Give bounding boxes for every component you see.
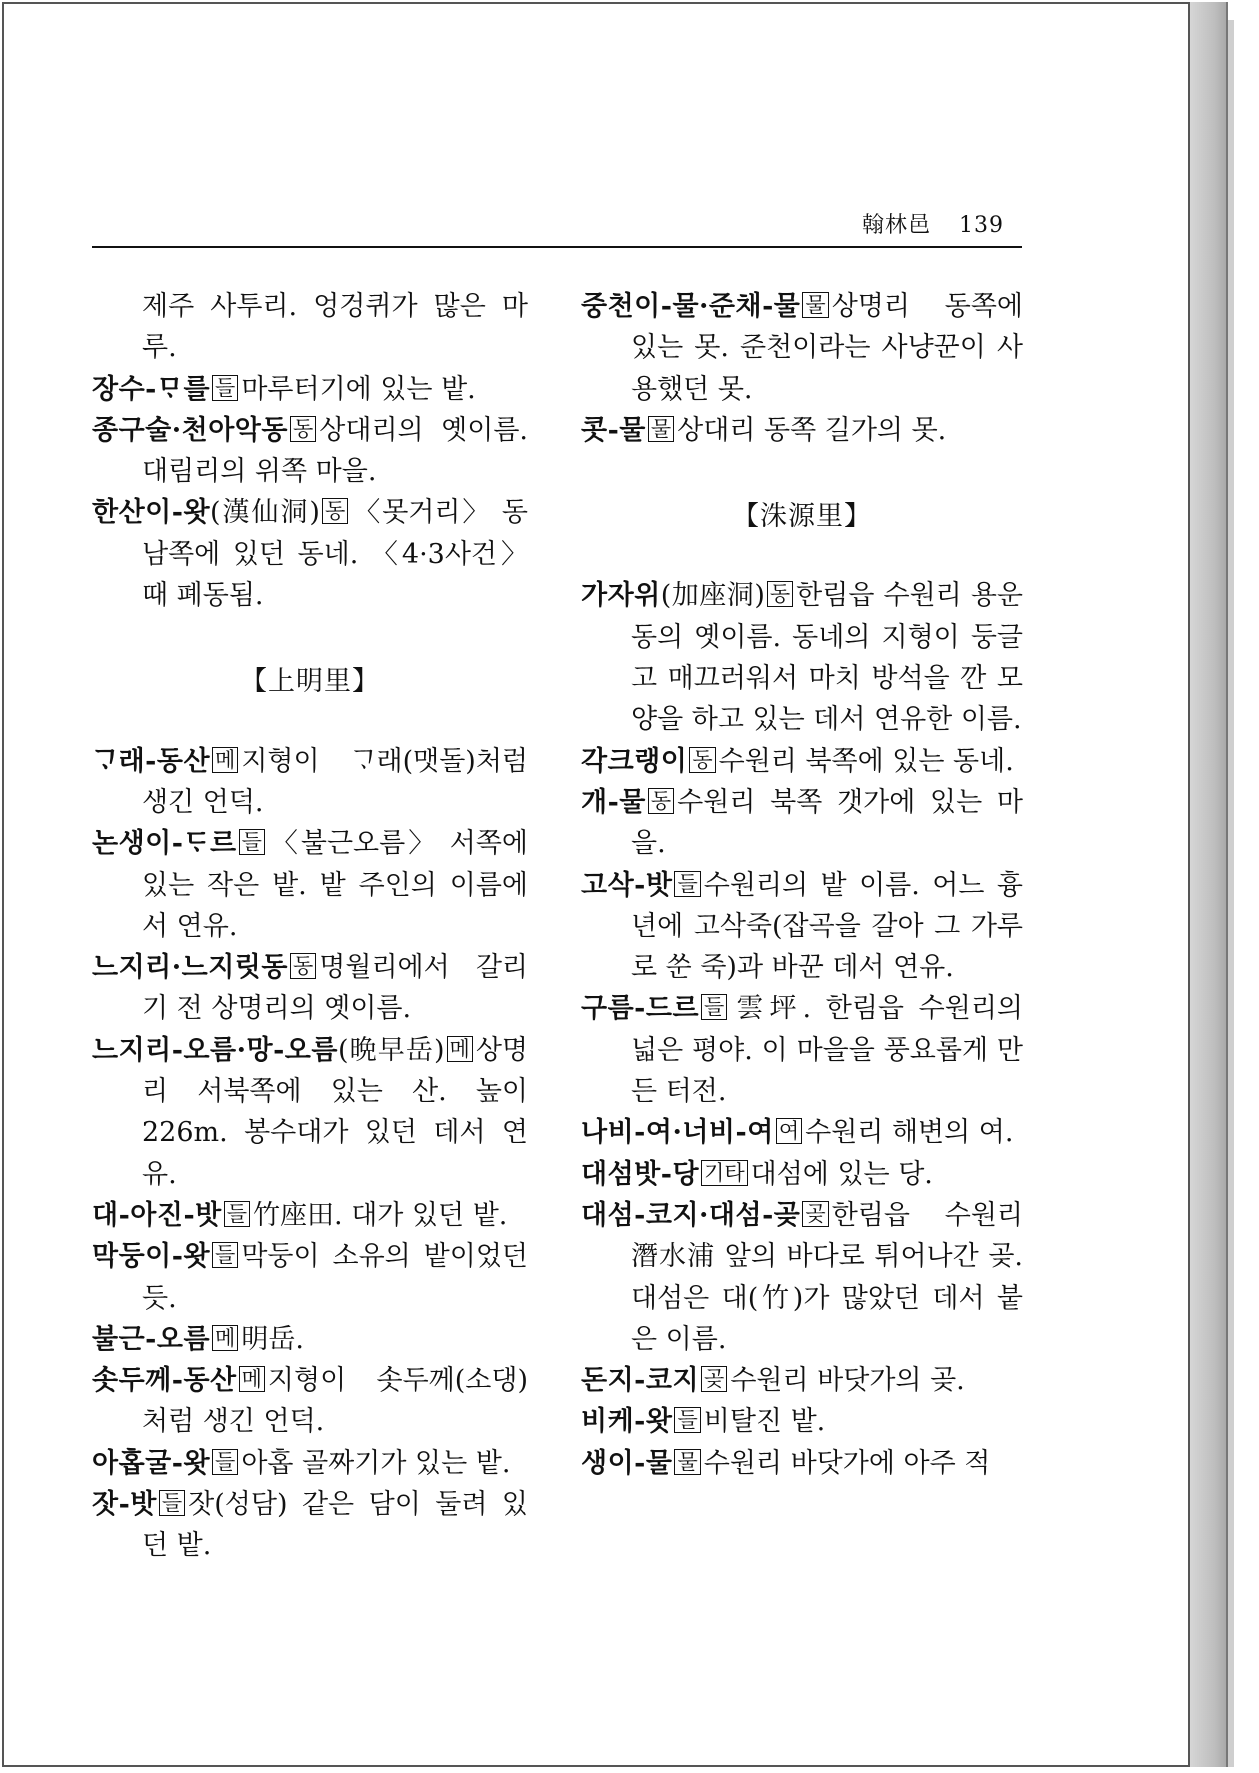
- entry-headword: 잣-밧: [92, 1489, 157, 1521]
- left-column: [92, 286, 528, 1567]
- dictionary-entry: [92, 369, 528, 410]
- entry-definition: 비탈진 밭.: [703, 1406, 826, 1438]
- dictionary-entry: [92, 823, 528, 947]
- category-tag: 들: [239, 829, 265, 855]
- entry-definition: 수원리 바닷가에 아주 적: [703, 1447, 991, 1479]
- chapter-title: 翰林邑: [862, 213, 932, 238]
- dictionary-entry: [581, 1360, 1023, 1401]
- entry-hanja: (晩早岳): [337, 1034, 445, 1066]
- dictionary-entry: [92, 1443, 528, 1484]
- category-tag: 동: [290, 416, 316, 442]
- dictionary-entry: [92, 1360, 528, 1443]
- entry-definition: 지형이 ᄀᆞ래(맷돌)처럼 생긴 언덕.: [142, 745, 528, 818]
- dictionary-entry: [581, 410, 1023, 451]
- entry-headword: 콧-물: [581, 414, 646, 446]
- page-number: 139: [959, 213, 1005, 238]
- entry-definition: 마루터기에 있는 밭.: [241, 373, 476, 405]
- entry-headword: 생이-물: [581, 1447, 673, 1479]
- dictionary-entry: [581, 741, 1023, 782]
- entry-definition: 제주 사투리. 엉겅퀴가 많은 마루.: [142, 291, 528, 364]
- category-tag: 기타: [701, 1160, 748, 1186]
- entry-headword: 가자위: [581, 580, 661, 612]
- entry-definition: 수원리 북쪽 갯가에 있는 마을.: [631, 786, 1023, 860]
- category-tag: 물: [648, 416, 674, 442]
- entry-definition: 아홉 골짜기가 있는 밭.: [241, 1447, 511, 1479]
- entry-headword: 중천이-물·준채-물: [581, 291, 801, 322]
- category-tag: 동: [767, 581, 793, 607]
- right-column: [581, 286, 1023, 1484]
- entry-definition: 막둥이 소유의 밭이었던 듯.: [142, 1241, 528, 1314]
- section-title: 【上明里】: [240, 666, 380, 698]
- entry-headword: 비케-왓: [581, 1406, 673, 1438]
- entry-headword: 돈지-코지: [581, 1365, 700, 1397]
- category-tag: 들: [159, 1490, 185, 1516]
- category-tag: 동: [290, 953, 316, 979]
- entry-headword: 솟두께-동산: [92, 1365, 237, 1397]
- category-tag: 메: [212, 1325, 238, 1351]
- entry-headword: 나비-여·너비-여: [581, 1117, 774, 1149]
- category-tag: 들: [224, 1201, 250, 1227]
- section-title: 【洙源里】: [732, 501, 872, 533]
- category-tag: 동: [322, 498, 348, 524]
- category-tag: 동: [689, 747, 715, 773]
- entry-headword: 대섬-코지·대섬-곶: [581, 1199, 801, 1231]
- entry-definition: 雲坪. 한림읍 수원리의 넓은 평야. 이 마을을 풍요롭게 만든 터전.: [631, 993, 1023, 1108]
- entry-definition: 수원리 북쪽에 있는 동네.: [718, 745, 1014, 777]
- entry-definition: 지형이 솟두께(소댕)처럼 생긴 언덕.: [142, 1365, 528, 1438]
- category-tag: 들: [212, 1242, 238, 1268]
- dictionary-entry: [92, 286, 528, 369]
- entry-definition: 한림읍 수원리 潛水浦 앞의 바다로 튀어나간 곶. 대섬은 대(竹)가 많았던 데서 붙은 이름.: [631, 1199, 1023, 1355]
- dictionary-entry: [581, 1195, 1023, 1360]
- category-tag: 들: [674, 871, 700, 897]
- entry-definition: 한림읍 수원리 용운동의 옛이름. 동네의 지형이 둥글고 매끄러워서 마치 방석을 깐 모양을 하고 있는 데서 연유한 이름.: [631, 580, 1023, 736]
- dictionary-entry: [581, 865, 1023, 989]
- entry-definition: 수원리 해변의 여.: [805, 1117, 1014, 1149]
- entry-headword: 장수-ᄆᆞ를: [92, 373, 211, 405]
- category-tag: 동: [648, 788, 674, 814]
- page-stack-edge: [1190, 2, 1228, 1767]
- dictionary-entry: [92, 1484, 528, 1567]
- dictionary-entry: [92, 410, 528, 493]
- entry-definition: 상대리 동쪽 길가의 못.: [677, 414, 947, 446]
- dictionary-entry: [581, 1401, 1023, 1442]
- category-tag: 들: [674, 1407, 700, 1433]
- dictionary-entry: [92, 1236, 528, 1319]
- entry-headword: 막둥이-왓: [92, 1241, 211, 1273]
- category-tag: 들: [212, 1449, 238, 1475]
- header-rule: [92, 246, 1022, 248]
- entry-headword: 각크랭이: [581, 745, 688, 777]
- entry-headword: 논생이-ᄃᆞ르: [92, 828, 237, 860]
- entry-headword: 느지리·느지릿동: [92, 952, 288, 984]
- entry-headword: 대-아진-밧: [92, 1199, 222, 1231]
- entry-definition: 상명리 동쪽에 있는 못. 준천이라는 사냥꾼이 사용했던 못.: [631, 291, 1023, 405]
- entry-headword: ᄀᆞ래-동산: [92, 745, 211, 777]
- entry-headword: 구름-드르: [581, 993, 700, 1025]
- running-header: [862, 208, 1004, 239]
- entry-headword: 대섬밧-당: [581, 1158, 700, 1190]
- category-tag: 들: [212, 375, 238, 401]
- dictionary-entry: [581, 1154, 1023, 1195]
- entry-headword: 한산이-왓: [92, 497, 211, 529]
- entry-definition: 명월리에서 갈리기 전 상명리의 옛이름.: [142, 952, 528, 1025]
- entry-definition: 상명리 서북쪽에 있는 산. 높이 226m. 봉수대가 있던 데서 연유.: [142, 1034, 528, 1190]
- entry-headword: 종구술·천아악동: [92, 414, 288, 446]
- category-tag: 메: [212, 747, 238, 773]
- category-tag: 여: [776, 1118, 802, 1144]
- dictionary-entry: [581, 1112, 1023, 1153]
- category-tag: 메: [447, 1036, 473, 1062]
- category-tag: 물: [802, 292, 828, 318]
- entry-definition: 수원리 바닷가의 곶.: [730, 1365, 965, 1397]
- dictionary-entry: [92, 1319, 528, 1360]
- entry-definition: 〈불근오름〉 서쪽에 있는 작은 밭. 밭 주인의 이름에서 연유.: [142, 828, 528, 942]
- category-tag: 메: [239, 1366, 265, 1392]
- entry-definition: 잣(성담) 같은 담이 둘려 있던 밭.: [142, 1489, 528, 1562]
- entry-definition: 수원리의 밭 이름. 어느 흉년에 고삭죽(잡곡을 갈아 그 가루로 쑨 죽)과 바꾼 데서 연유.: [631, 869, 1023, 984]
- entry-definition: 竹座田. 대가 있던 밭.: [253, 1199, 508, 1231]
- entry-definition: 明岳.: [241, 1323, 304, 1355]
- dictionary-entry: [92, 1030, 528, 1195]
- category-tag: 곶: [701, 1366, 727, 1392]
- page-shadow: [1228, 20, 1234, 1767]
- entry-hanja: (加座洞): [660, 580, 765, 612]
- dictionary-entry: [581, 988, 1023, 1112]
- dictionary-entry: [581, 782, 1023, 865]
- dictionary-entry: [581, 575, 1023, 740]
- category-tag: 물: [674, 1449, 700, 1475]
- entry-headword: 불근-오름: [92, 1323, 211, 1355]
- dictionary-entry: [92, 741, 528, 824]
- entry-headword: 개-물: [581, 786, 646, 818]
- entry-headword: 아홉굴-왓: [92, 1447, 211, 1479]
- entry-hanja: (漢仙洞): [210, 497, 320, 529]
- dictionary-entry: [92, 947, 528, 1030]
- category-tag: 곶: [802, 1201, 828, 1227]
- dictionary-entry: [92, 1195, 528, 1236]
- dictionary-entry: [581, 286, 1023, 410]
- dictionary-entry: [581, 1443, 1023, 1484]
- category-tag: 들: [701, 994, 727, 1020]
- entry-definition: 상대리의 옛이름. 대림리의 위쪽 마을.: [142, 414, 528, 488]
- entry-definition: 〈못거리〉 동남쪽에 있던 동네. 〈4·3사건〉 때 폐동됨.: [142, 497, 528, 612]
- entry-headword: 고삭-밧: [581, 869, 673, 901]
- entry-definition: 대섬에 있는 당.: [750, 1158, 933, 1190]
- dictionary-entry: [92, 492, 528, 616]
- entry-headword: 느지리-오름·망-오름: [92, 1034, 338, 1066]
